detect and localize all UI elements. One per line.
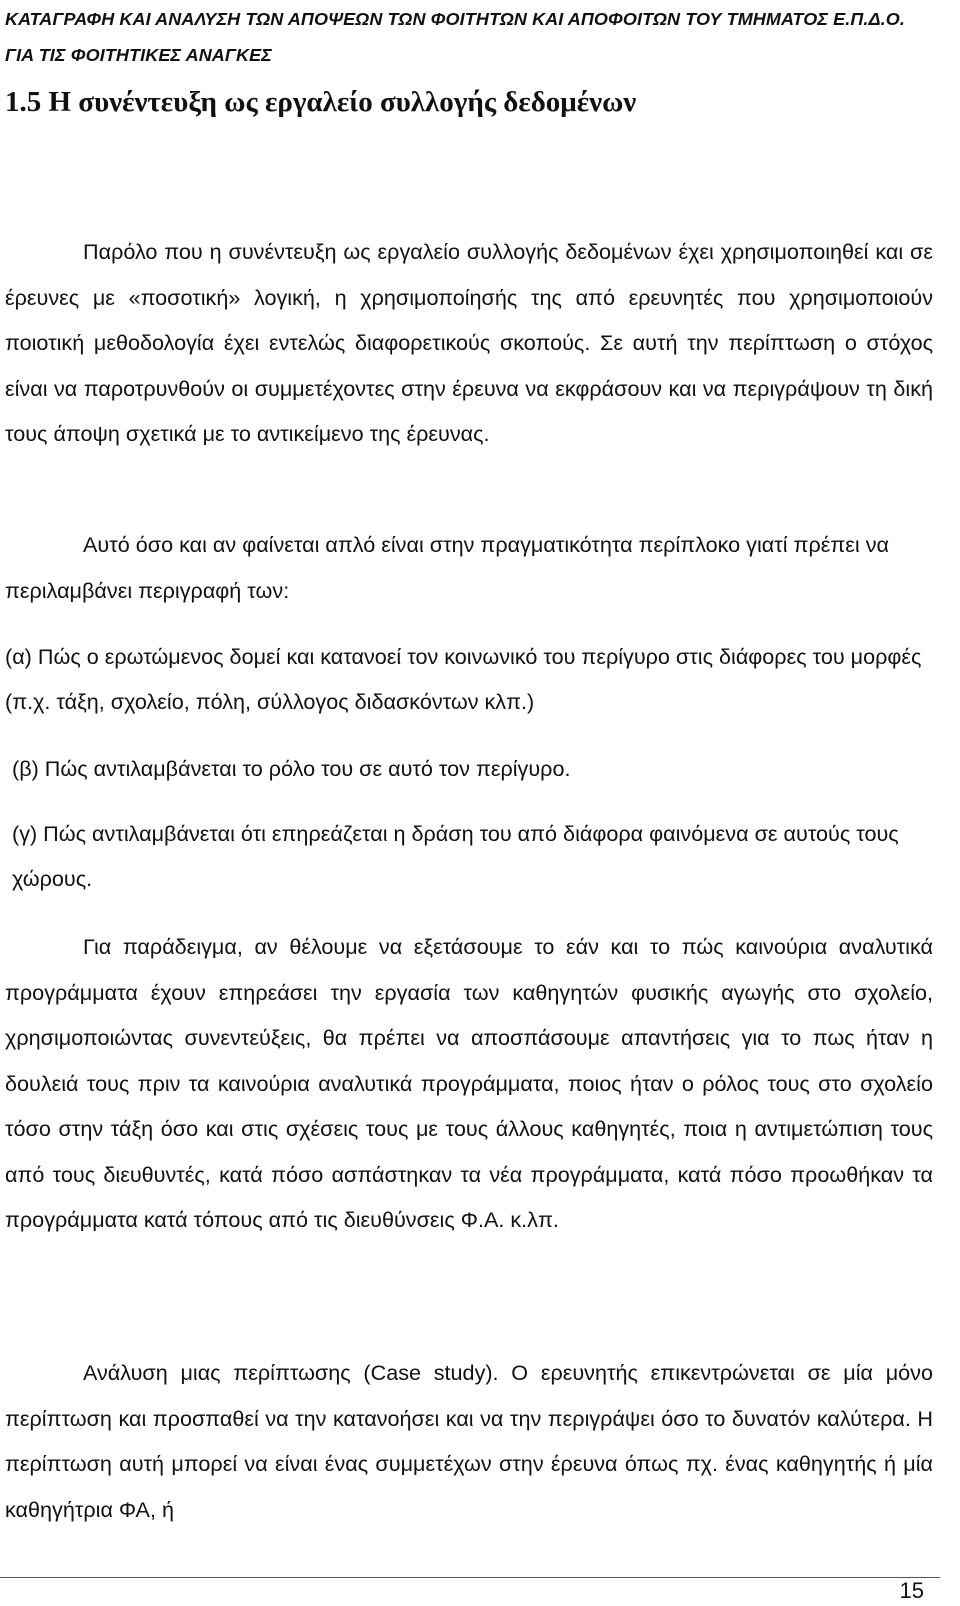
running-header: ΚΑΤΑΓΡΑΦΗ ΚΑΙ ΑΝΑΛΥΣΗ ΤΩΝ ΑΠΟΨΕΩΝ ΤΩΝ ΦΟΙΤΗΤΩΝ ΚΑΙ ΑΠΟΦΟΙΤΩΝ ΤΟΥ ΤΜΗΜΑΤΟΣ Ε.Π.Δ.Ο. ΓΙΑ ΤΙΣ ΦΟΙΤΗΤΙΚΕΣ ΑΝΑΓΚΕΣ [5,9,905,65]
paragraph-case-study: Ανάλυση μιας περίπτωσης (Case study). Ο ερευνητής επικεντρώνεται σε μία μόνο περίπτωση και προσπαθεί να την κατανοήσει και να την περιγράψει όσο το δυνατόν καλύτερα. Η περίπτωση αυτή μπορεί να είναι ένας συμμετέχων στην έρευνα όπως πχ. ένας καθηγητής ή μία καθηγήτρια ΦΑ, ή [5,1360,933,1522]
list-item-a: (α) Πώς ο ερωτώμενος δομεί και κατανοεί τον κοινωνικό του περίγυρο στις διάφορες του μορφές (π.χ. τάξη, σχολείο, πόλη, σύλλογος διδασκόντων κλπ.) [5,644,922,714]
list-item-c: (γ) Πώς αντιλαμβάνεται ότι επηρεάζεται η δράση του από διάφορα φαινόμενα σε αυτούς τους χώρους. [12,821,899,891]
paragraph-complexity: Αυτό όσο και αν φαίνεται απλό είναι στην πραγματικότητα περίπλοκο γιατί πρέπει να περιλαμβάνει περιγραφή των: [5,532,889,603]
list-item-b: (β) Πώς αντιλαμβάνεται το ρόλο του σε αυτό τον περίγυρο. [12,756,571,781]
footer-divider [0,1577,940,1578]
page-number: 15 [899,1578,924,1603]
paragraph-example: Για παράδειγμα, αν θέλουμε να εξετάσουμε το εάν και το πώς καινούρια αναλυτικά προγράμματα έχουν επηρεάσει την εργασία των καθηγητών φυσικής αγωγής στο σχολείο, χρησιμοποιώντας συνεντεύξεις, θα πρέπει να αποσπάσουμε απαντήσεις για το πως ήταν η δουλειά τους πριν τα καινούρια αναλυτικά προγράμματα, ποιος ήταν ο ρόλος τους στο σχολείο τόσο στην τάξη όσο και στις σχέσεις τους με τους άλλους καθηγητές, ποια η αντιμετώπιση τους από τους διευθυντές, κατά πόσο ασπάστηκαν τα νέα προγράμματα, κατά πόσο προωθήκαν τα προγράμματα κατά τόπους από τις διευθύνσεις Φ.Α. κ.λπ. [5,934,933,1232]
paragraph-interview-purpose: Παρόλο που η συνέντευξη ως εργαλείο συλλογής δεδομένων έχει χρησιμοποιηθεί και σε έρευνες με «ποσοτική» λογική, η χρησιμοποίησής της από ερευνητές που χρησιμοποιούν ποιοτική μεθοδολογία έχει εντελώς διαφορετικούς σκοπούς. Σε αυτή την περίπτωση ο στόχος είναι να παροτρυνθούν οι συμμετέχοντες στην έρευνα να εκφράσουν και να περιγράψουν τη δική τους άποψη σχετικά με το αντικείμενο της έρευνας. [5,239,933,446]
section-heading: 1.5 Η συνέντευξη ως εργαλείο συλλογής δεδομένων [5,86,637,118]
